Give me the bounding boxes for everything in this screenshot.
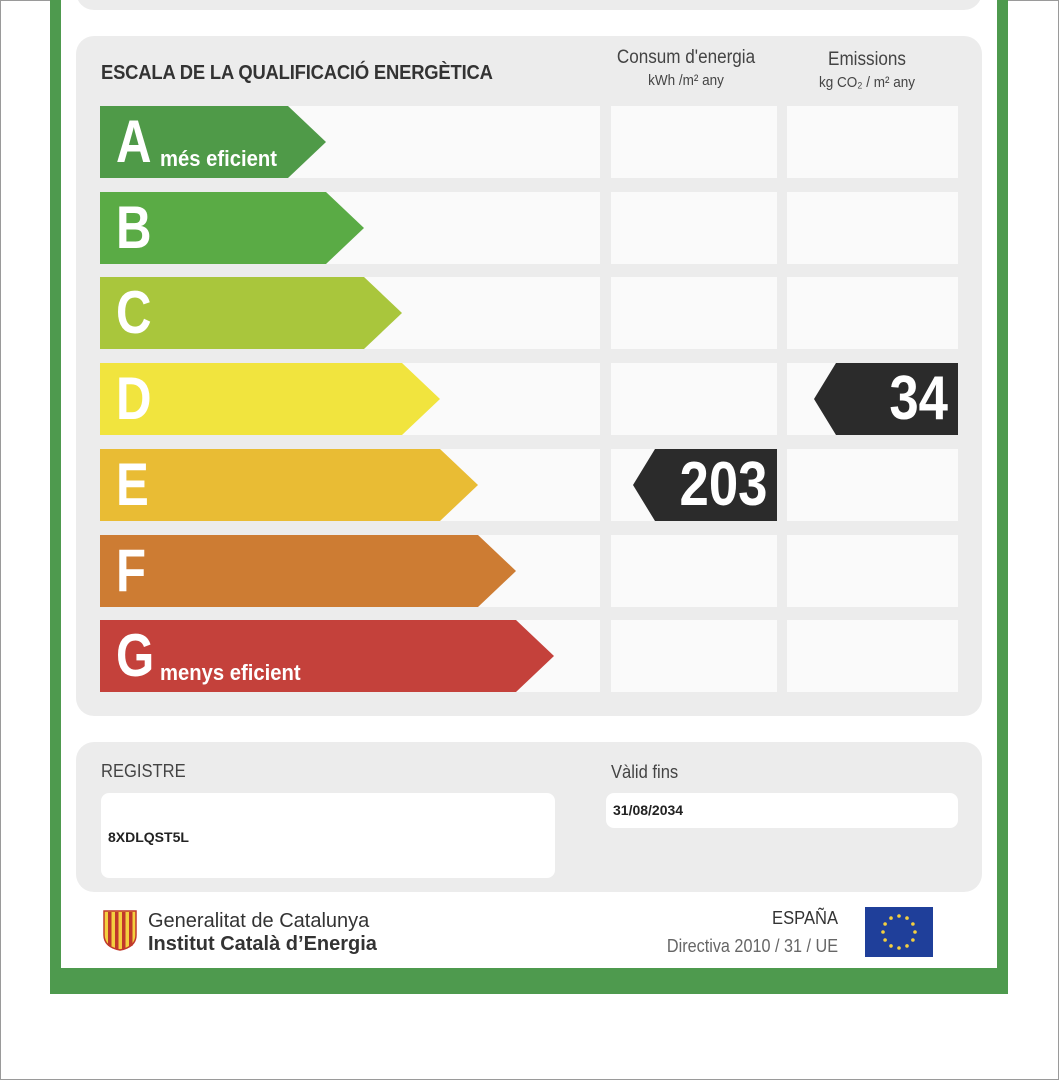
top-panel bbox=[76, 0, 982, 10]
energy-class-bar-g bbox=[100, 620, 554, 692]
institute-name: Institut Català d’Energia bbox=[148, 933, 377, 955]
eu-flag-icon bbox=[865, 907, 933, 957]
emissions-cell bbox=[787, 535, 958, 607]
eu-star bbox=[911, 938, 915, 942]
emissions-rating-indicator bbox=[814, 363, 958, 435]
registry-label: REGISTRE bbox=[101, 761, 186, 781]
eu-star bbox=[883, 938, 887, 942]
directive-label: Directiva 2010 / 31 / UE bbox=[666, 936, 838, 956]
energy-rating-indicator-value: 203 bbox=[679, 450, 767, 519]
class-arrow-shape bbox=[100, 535, 516, 607]
energy-column-header bbox=[606, 46, 766, 91]
emissions-header-title: Emissions bbox=[828, 49, 906, 70]
class-letter: F bbox=[116, 537, 147, 604]
energy-class-bar-f bbox=[100, 535, 516, 607]
registry-value: 8XDLQST5L bbox=[108, 829, 189, 845]
energy-cell bbox=[611, 363, 777, 435]
class-arrow-shape bbox=[100, 449, 478, 521]
energy-rating-indicator bbox=[633, 449, 777, 521]
eu-star bbox=[883, 922, 887, 926]
generalitat-emblem-icon bbox=[102, 909, 138, 951]
eu-star bbox=[881, 930, 885, 934]
energy-cell bbox=[611, 106, 777, 178]
eu-star bbox=[911, 922, 915, 926]
class-letter: C bbox=[116, 279, 152, 346]
eu-star bbox=[905, 916, 909, 920]
emissions-rating-indicator-value: 34 bbox=[889, 364, 948, 433]
eu-star bbox=[897, 914, 901, 918]
emissions-cell bbox=[787, 620, 958, 692]
valid-until-value: 31/08/2034 bbox=[613, 802, 684, 818]
eu-star bbox=[889, 916, 893, 920]
organization-name: Generalitat de Catalunya bbox=[148, 910, 370, 932]
emissions-header-unit: kg CO₂ / m² any bbox=[818, 73, 916, 91]
energy-class-bar-b bbox=[100, 192, 364, 264]
class-letter: B bbox=[116, 194, 152, 261]
class-description: més eficient bbox=[160, 146, 277, 171]
class-letter: D bbox=[116, 365, 152, 432]
class-letter: A bbox=[116, 108, 152, 175]
class-description: menys eficient bbox=[160, 660, 301, 685]
emissions-cell bbox=[787, 277, 958, 349]
energy-header-unit: kWh /m² any bbox=[648, 71, 724, 89]
emissions-cell bbox=[787, 106, 958, 178]
class-letter: E bbox=[116, 451, 149, 518]
valid-until-label: Vàlid fins bbox=[611, 762, 679, 782]
energy-cell bbox=[611, 192, 777, 264]
emissions-column-header bbox=[787, 48, 947, 93]
energy-class-bar-e bbox=[100, 449, 478, 521]
energy-cell bbox=[611, 535, 777, 607]
eu-star bbox=[889, 944, 893, 948]
energy-cell bbox=[611, 620, 777, 692]
emissions-cell bbox=[787, 192, 958, 264]
class-letter: G bbox=[116, 622, 155, 689]
eu-star bbox=[897, 946, 901, 950]
emissions-cell bbox=[787, 449, 958, 521]
energy-header-title: Consum d'energia bbox=[616, 47, 756, 68]
eu-star bbox=[913, 930, 917, 934]
energy-class-bar-a bbox=[100, 106, 326, 178]
energy-class-bar-c bbox=[100, 277, 402, 349]
scale-title: ESCALA DE LA QUALIFICACIÓ ENERGÈTICA bbox=[101, 62, 493, 84]
energy-class-bar-d bbox=[100, 363, 440, 435]
eu-star bbox=[905, 944, 909, 948]
country-label: ESPAÑA bbox=[772, 908, 838, 928]
energy-cell bbox=[611, 277, 777, 349]
